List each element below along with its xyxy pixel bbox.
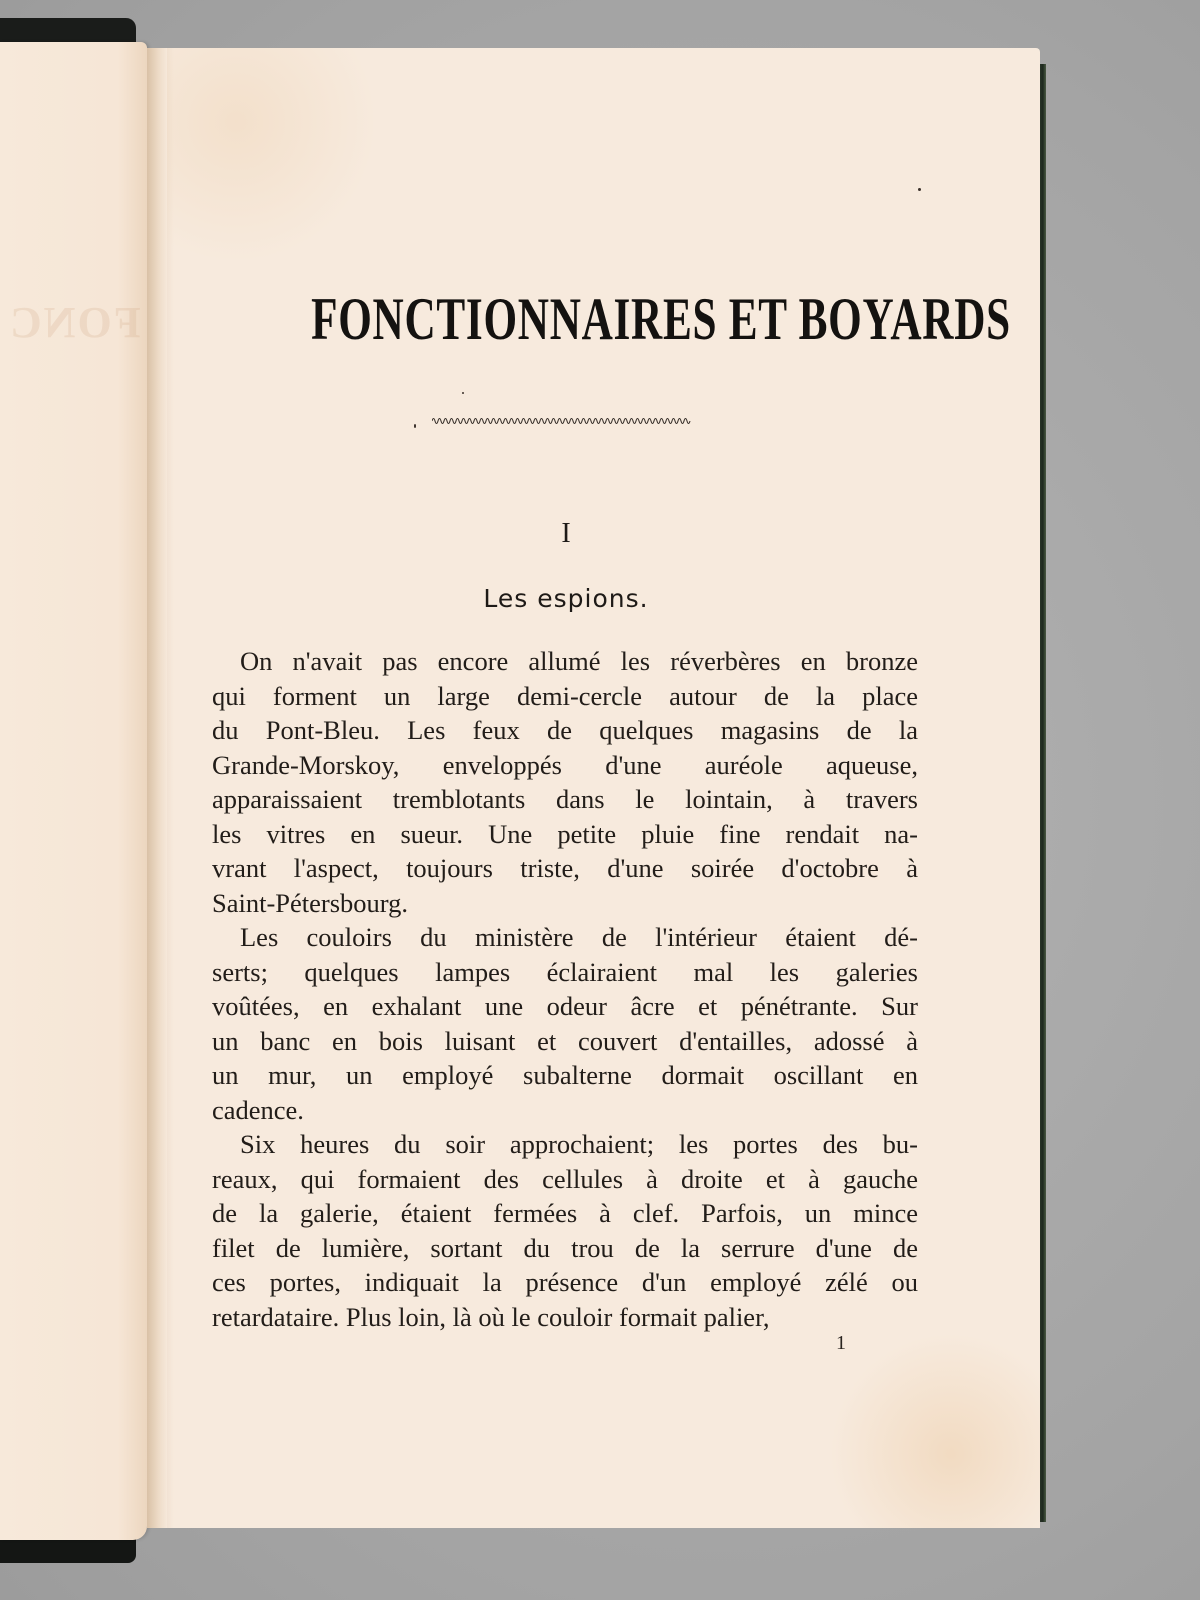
paragraph <box>212 1127 918 1334</box>
text-line: un banc en bois luisant et couvert d'entailles, adossé à <box>212 1025 918 1056</box>
paragraph <box>212 644 918 920</box>
paragraph <box>212 920 918 1127</box>
left-page <box>0 42 147 1540</box>
text-line: Les couloirs du ministère de l'intérieur étaient dé- <box>240 922 918 952</box>
chapter-title: Les espions. <box>483 584 649 613</box>
book-title: FONCTIONNAIRES ET BOYARDS <box>311 286 1011 352</box>
text-line: vrant l'aspect, toujours triste, d'une soirée d'octobre à <box>212 853 918 883</box>
body-text <box>212 644 918 1334</box>
text-line: de la galerie, étaient fermées à clef. Parfois, un mince <box>212 1198 918 1228</box>
text-line: Saint-Pétersbourg. <box>212 887 409 918</box>
wavy-rule-ornament <box>432 414 692 428</box>
ink-speck <box>918 188 921 191</box>
ink-speck <box>462 392 464 394</box>
text-line: Six heures du soir approchaient; les portes des bu- <box>240 1129 918 1159</box>
text-line: Grande-Morskoy, enveloppés d'une auréole aqueuse, <box>212 749 918 780</box>
text-line: les vitres en sueur. Une petite pluie fine rendait na- <box>212 818 918 849</box>
text-line: voûtées, en exhalant une odeur âcre et pénétrante. Sur <box>212 991 918 1021</box>
text-line: On n'avait pas encore allumé les réverbères en bronze <box>240 646 918 676</box>
page-number: 1 <box>836 1332 846 1354</box>
text-line: du Pont-Bleu. Les feux de quelques magasins de la <box>212 715 918 745</box>
text-line: cadence. <box>212 1094 304 1125</box>
text-line: serts; quelques lampes éclairaient mal les galeries <box>212 956 918 987</box>
left-page-showthrough: FONC <box>8 298 141 347</box>
text-line: filet de lumière, sortant du trou de la serrure d'une de <box>212 1232 918 1263</box>
text-line: un mur, un employé subalterne dormait oscillant en <box>212 1060 918 1090</box>
text-line: retardataire. Plus loin, là où le couloir formait palier, <box>212 1301 770 1332</box>
text-line: ces portes, indiquait la présence d'un employé zélé ou <box>212 1267 918 1297</box>
chapter-number: I <box>561 518 571 549</box>
text-line: apparaissaient tremblotants dans le lointain, à travers <box>212 784 918 814</box>
text-line: reaux, qui formaient des cellules à droite et à gauche <box>212 1163 918 1194</box>
text-line: qui forment un large demi-cercle autour de la place <box>212 680 918 711</box>
page-gutter <box>147 48 167 1528</box>
ink-speck <box>414 424 416 428</box>
book-cover-top <box>0 18 136 44</box>
